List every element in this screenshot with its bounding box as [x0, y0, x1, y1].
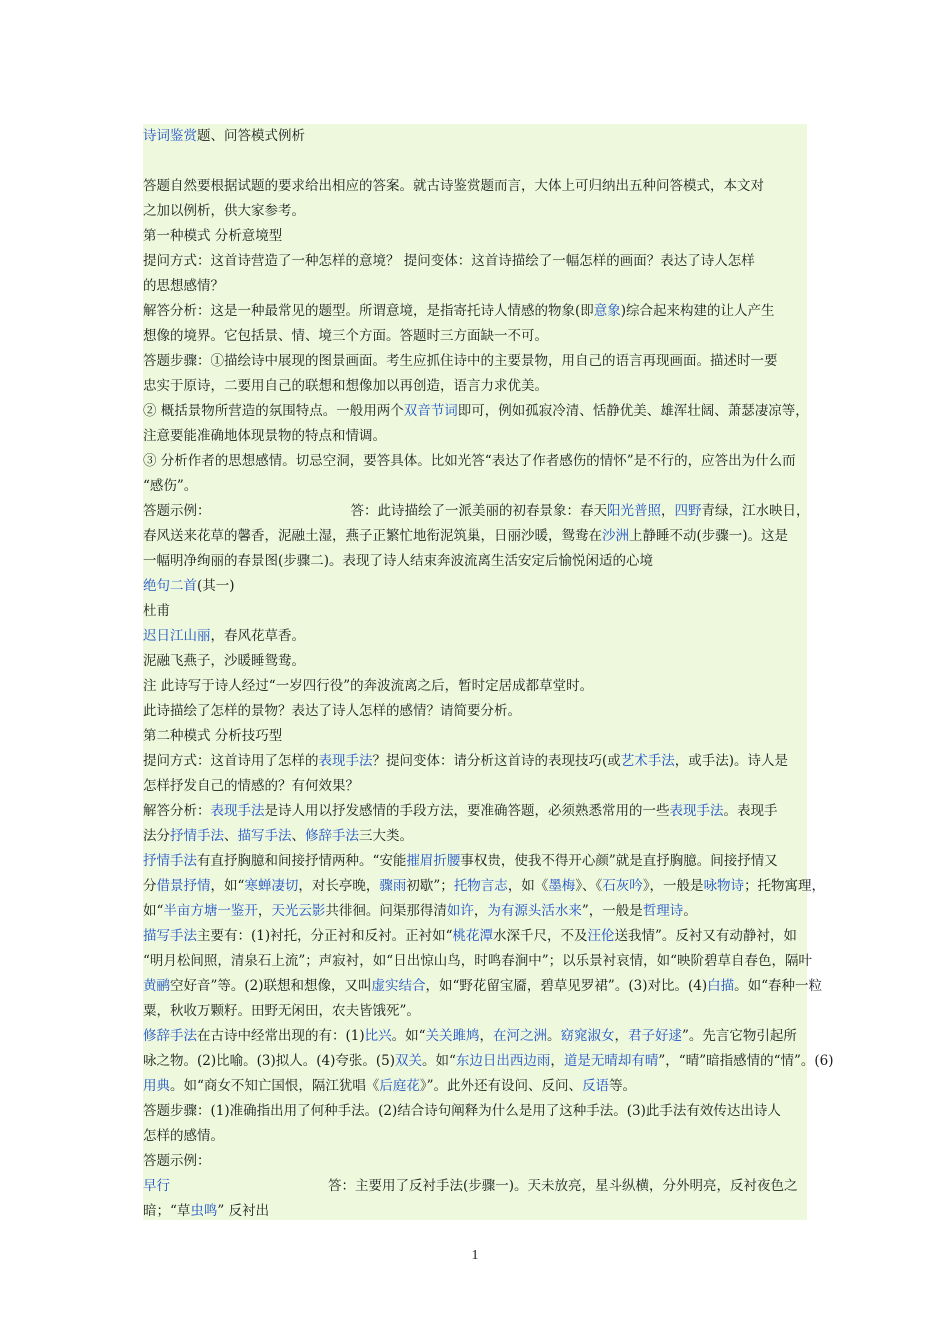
keyword-link[interactable]: 在河之洲	[493, 1028, 548, 1044]
keyword-link[interactable]: 后庭花	[379, 1078, 420, 1094]
text-run: ，如“	[210, 878, 245, 894]
text-run: 、	[224, 828, 238, 844]
text-run: 。如“春种一粒	[734, 978, 822, 994]
text-run: ，如《	[507, 878, 549, 894]
text-line	[143, 199, 807, 224]
text-run: 怎样抒发自己的情感的？有何效果？	[143, 778, 359, 794]
keyword-link[interactable]: 托物言志	[453, 878, 508, 894]
keyword-link[interactable]: 用典	[143, 1078, 170, 1094]
keyword-link[interactable]: 道是无晴却有晴	[563, 1053, 659, 1069]
text-line	[143, 624, 807, 649]
keyword-link[interactable]: 迟日江山丽	[143, 628, 211, 644]
keyword-link[interactable]: 早行	[143, 1178, 170, 1194]
keyword-link[interactable]: 桃花潭	[452, 928, 494, 944]
text-run: 咏之物。(2)比喻。(3)拟人。(4)夸张。(5)	[143, 1053, 395, 1069]
text-run: 提问方式：这首诗用了怎样的	[143, 753, 319, 769]
text-run: 之加以例析，供大家参考。	[143, 203, 305, 219]
keyword-link[interactable]: 墨梅	[548, 878, 576, 894]
text-run: ，	[550, 1053, 564, 1069]
text-line	[143, 1024, 807, 1049]
text-run: ，对长亭晚，	[298, 878, 380, 894]
text-line	[143, 874, 826, 899]
text-line	[143, 399, 807, 424]
text-run: ② 概括景物所营造的氛围特点。一般用两个	[143, 403, 404, 419]
text-line	[143, 349, 807, 374]
text-run: 第一种模式 分析意境型	[143, 228, 283, 244]
text-run: “感伤”。	[143, 478, 198, 494]
keyword-link[interactable]: 表现手法	[318, 753, 373, 769]
keyword-link[interactable]: 抒情手法	[143, 853, 197, 869]
text-run: 答题自然要根据试题的要求给出相应的答案。就古诗鉴赏题而言，大体上可归纳出五种问答模式，本文对	[143, 178, 764, 194]
text-run: 、	[291, 828, 305, 844]
text-run: 想像的境界。它包括景、情、境三个方面。答题时三方面缺一不可。	[143, 328, 548, 344]
text-run: ？提问变体：请分析这首诗的表现技巧(或	[372, 753, 621, 769]
text-run: 怎样的感情。	[143, 1128, 224, 1144]
keyword-link[interactable]: 白描	[707, 978, 735, 994]
text-run: ” 反衬出	[217, 1203, 270, 1219]
text-run: 春风送来花草的馨香，泥融土湿，燕子正繁忙地衔泥筑巢，日丽沙暖，鸳鸯在	[143, 528, 602, 544]
keyword-link[interactable]: 诗词鉴赏	[143, 128, 197, 144]
keyword-link[interactable]: 双音节词	[403, 403, 458, 419]
keyword-link[interactable]: 汪伦	[587, 928, 615, 944]
text-run: 分	[143, 878, 157, 894]
text-run: 暗；“草	[143, 1203, 191, 1219]
keyword-link[interactable]: 半亩方塘一鉴开	[163, 903, 258, 919]
keyword-link[interactable]: 沙洲	[602, 528, 629, 544]
keyword-link[interactable]: 如许	[446, 903, 474, 919]
text-run: ，	[614, 1028, 629, 1044]
keyword-link[interactable]: 修辞手法	[305, 828, 359, 844]
text-run: 主要有：(1)衬托，分正衬和反衬。正衬如“	[197, 928, 453, 944]
text-run: 杜甫	[143, 603, 170, 619]
keyword-link[interactable]: 修辞手法	[143, 1028, 197, 1044]
text-run: 解答分析：这是一种最常见的题型。所谓意境，是指寄托诗人情感的物象(即	[143, 303, 594, 319]
keyword-link[interactable]: 窈窕淑女	[560, 1028, 615, 1044]
text-line	[143, 499, 810, 524]
text-line	[143, 749, 807, 774]
text-run: 。如“	[422, 1053, 456, 1069]
text-line	[143, 949, 813, 974]
text-line	[143, 774, 807, 799]
keyword-link[interactable]: 表现手法	[669, 803, 724, 819]
text-run: 上静睡不动(步骤一)。这是	[629, 528, 789, 544]
text-line	[143, 1199, 807, 1224]
text-line	[143, 1149, 807, 1174]
text-run: 的思想感情？	[143, 278, 224, 294]
keyword-link[interactable]: 绝句二首	[143, 578, 197, 594]
text-line	[143, 449, 807, 474]
text-run: 事权贵，使我不得开心颜”就是直抒胸臆。间接抒情又	[460, 853, 778, 869]
text-run: )综合起来构建的让人产生	[620, 303, 775, 319]
text-line	[143, 374, 807, 399]
text-line	[143, 899, 807, 924]
keyword-link[interactable]: 君子好逑	[628, 1028, 683, 1044]
text-run: 》”。此外还有设问、反问、	[419, 1078, 583, 1094]
text-run: 青绿，江水映日，	[701, 503, 810, 519]
document-title	[143, 124, 807, 149]
text-run: ③ 分析作者的思想感情。切忌空洞，要答具体。比如光答“表达了作者感伤的情怀”是不行的，应答出为什么而	[143, 453, 796, 469]
text-run: 共徘徊。问渠那得清	[325, 903, 447, 919]
text-run: 注 此诗写于诗人经过“一岁四行役”的奔波流离之后，暂时定居成都草堂时。	[143, 678, 594, 694]
text-line	[143, 699, 807, 724]
keyword-link[interactable]: 石灰吟	[602, 878, 643, 894]
text-run: 》、《	[575, 878, 603, 894]
text-line	[143, 324, 807, 349]
text-line	[143, 149, 807, 174]
keyword-link[interactable]: 借景抒情	[156, 878, 211, 894]
text-line	[143, 1099, 807, 1124]
keyword-link[interactable]: 虚实结合	[371, 978, 426, 994]
keyword-link[interactable]: 阳光普照	[607, 503, 661, 519]
text-run: 在古诗中经常出现的有：(1)	[197, 1028, 365, 1044]
keyword-link[interactable]: 意象	[593, 303, 621, 319]
text-run: 是诗人用以抒发感情的手段方法，要准确答题，必须熟悉常用的一些	[264, 803, 670, 819]
text-run: 忠实于原诗，二要用自己的联想和想像加以再创造，语言力求优美。	[143, 378, 548, 394]
text-run: 粟，秋收万颗籽。田野无闲田，农夫皆饿死”。	[143, 1003, 420, 1019]
text-line	[143, 999, 807, 1024]
text-run: 。	[683, 903, 697, 919]
keyword-link[interactable]: 哲理诗	[642, 903, 684, 919]
keyword-link[interactable]: 四野	[674, 503, 702, 519]
text-run: 。如“商女不知亡国恨，隔江犹唱《	[170, 1078, 380, 1094]
text-line	[143, 974, 822, 999]
text-run: 等。	[609, 1078, 637, 1094]
text-run: 题、问答模式例析	[197, 128, 305, 144]
keyword-link[interactable]: 咏物诗	[703, 878, 745, 894]
text-run: 答：主要用了反衬手法(步骤一)。天未放亮，星斗纵横，分外明亮，反衬夜色之	[328, 1178, 798, 1194]
text-run: 。如“	[391, 1028, 426, 1044]
text-line	[143, 424, 807, 449]
text-run: 法分	[143, 828, 170, 844]
text-run: 。	[547, 1028, 561, 1044]
text-run: 答题步骤：①描绘诗中展现的图景画面。考生应抓住诗中的主要景物，用自己的语言再现画面。描述时一要	[143, 353, 778, 369]
text-run: 此诗描绘了怎样的景物？表达了诗人怎样的感情？请简要分析。	[143, 703, 521, 719]
keyword-link[interactable]: 表现手法	[210, 803, 265, 819]
document-body	[143, 124, 834, 1220]
text-run: 送我情”。反衬又有动静衬，如	[614, 928, 797, 944]
text-run: 即可，例如孤寂冷清、恬静优美、雄浑壮阔、萧瑟凄凉等，	[457, 403, 809, 419]
text-run: (其一)	[197, 578, 235, 594]
text-line	[143, 174, 807, 199]
text-run: ，或手法)。诗人是	[674, 753, 789, 769]
text-line	[143, 249, 807, 274]
text-line	[143, 474, 807, 499]
text-run: 提问方式：这首诗营造了一种怎样的意境？ 提问变体：这首诗描绘了一幅怎样的画面？表达了诗人怎样	[143, 253, 755, 269]
keyword-link[interactable]: 骤雨	[379, 878, 407, 894]
keyword-link[interactable]: 黄鹂	[143, 978, 170, 994]
text-run: 一幅明净绚丽的春景图(步骤二)。表现了诗人结束奔波流离生活安定后愉悦闲适的心境	[143, 553, 654, 569]
text-run: ，春风花草香。	[210, 628, 305, 644]
keyword-link[interactable]: 描写手法	[237, 828, 292, 844]
text-line	[143, 1049, 834, 1074]
text-run: 初歇”；	[406, 878, 454, 894]
text-run: 三大类。	[359, 828, 413, 844]
text-run: “明月松间照，清泉石上流”；声寂衬，如“日出惊山鸟，时鸣春涧中”；以乐景衬哀情，如“映阶碧草自春色，隔叶	[143, 953, 813, 969]
keyword-link[interactable]: 为有源头活水来	[487, 903, 582, 919]
text-run: 第二种模式 分析技巧型	[143, 728, 283, 744]
keyword-link[interactable]: 关关雎鸠	[425, 1028, 480, 1044]
text-line	[143, 799, 807, 824]
text-line	[143, 724, 807, 749]
text-run: ，	[661, 503, 675, 519]
text-line	[143, 1174, 807, 1199]
text-run: 如“	[143, 903, 164, 919]
keyword-link[interactable]: 东边日出西边雨	[455, 1053, 551, 1069]
keyword-link[interactable]: 天光云影	[271, 903, 326, 919]
text-line	[143, 1124, 807, 1149]
page-number: 1	[471, 1248, 479, 1263]
text-run: ，	[257, 903, 272, 919]
text-run: 有直抒胸臆和间接抒情两种。“安能	[197, 853, 407, 869]
text-run: ，如“野花留宝靥，碧草见罗裙”。(3)对比。(4)	[425, 978, 708, 994]
keyword-link[interactable]: 比兴	[364, 1028, 392, 1044]
text-run: ”，“晴”暗指感情的“情”。(6)	[658, 1053, 834, 1069]
text-run: 答题步骤：(1)准确指出用了何种手法。(2)结合诗句阐释为什么是用了这种手法。(3)此手法有效传达出诗人	[143, 1103, 781, 1119]
text-line	[143, 599, 807, 624]
keyword-link[interactable]: 双关	[395, 1053, 422, 1069]
text-run: ，	[479, 1028, 494, 1044]
text-run: 解答分析：	[143, 803, 211, 819]
text-line	[143, 924, 807, 949]
text-run: 答题示例：	[143, 503, 211, 519]
text-run: ”。先言它物引起所	[682, 1028, 797, 1044]
text-line	[143, 224, 807, 249]
text-line	[143, 574, 807, 599]
text-run: ”，一般是	[581, 903, 643, 919]
text-run: ；托物寓理，	[744, 878, 826, 894]
text-line	[143, 549, 807, 574]
keyword-link[interactable]: 描写手法	[143, 928, 197, 944]
keyword-link[interactable]: 反语	[582, 1078, 610, 1094]
text-run: 。表现手	[723, 803, 778, 819]
text-line	[143, 274, 807, 299]
keyword-link[interactable]: 抒情手法	[170, 828, 224, 844]
text-run: 注意要能准确地体现景物的特点和情调。	[143, 428, 386, 444]
text-run: 》，一般是	[642, 878, 704, 894]
keyword-link[interactable]: 摧眉折腰	[406, 853, 461, 869]
text-run: 水深千尺，不及	[493, 928, 588, 944]
keyword-link[interactable]: 寒蝉凄切	[244, 878, 299, 894]
text-line	[143, 674, 807, 699]
text-line	[143, 824, 807, 849]
text-line	[143, 299, 807, 324]
text-line	[143, 524, 807, 549]
keyword-link[interactable]: 虫鸣	[190, 1203, 218, 1219]
text-run: 答题示例：	[143, 1153, 211, 1169]
text-run: ，	[473, 903, 488, 919]
text-run: 空好音”等。(2)联想和想像，又叫	[170, 978, 372, 994]
keyword-link[interactable]: 艺术手法	[620, 753, 675, 769]
text-line	[143, 649, 807, 674]
text-run: 答：此诗描绘了一派美丽的初春景象：春天	[350, 503, 607, 519]
text-line	[143, 1074, 807, 1099]
text-run: 泥融飞燕子，沙暖睡鸳鸯。	[143, 653, 305, 669]
text-line	[143, 849, 807, 874]
